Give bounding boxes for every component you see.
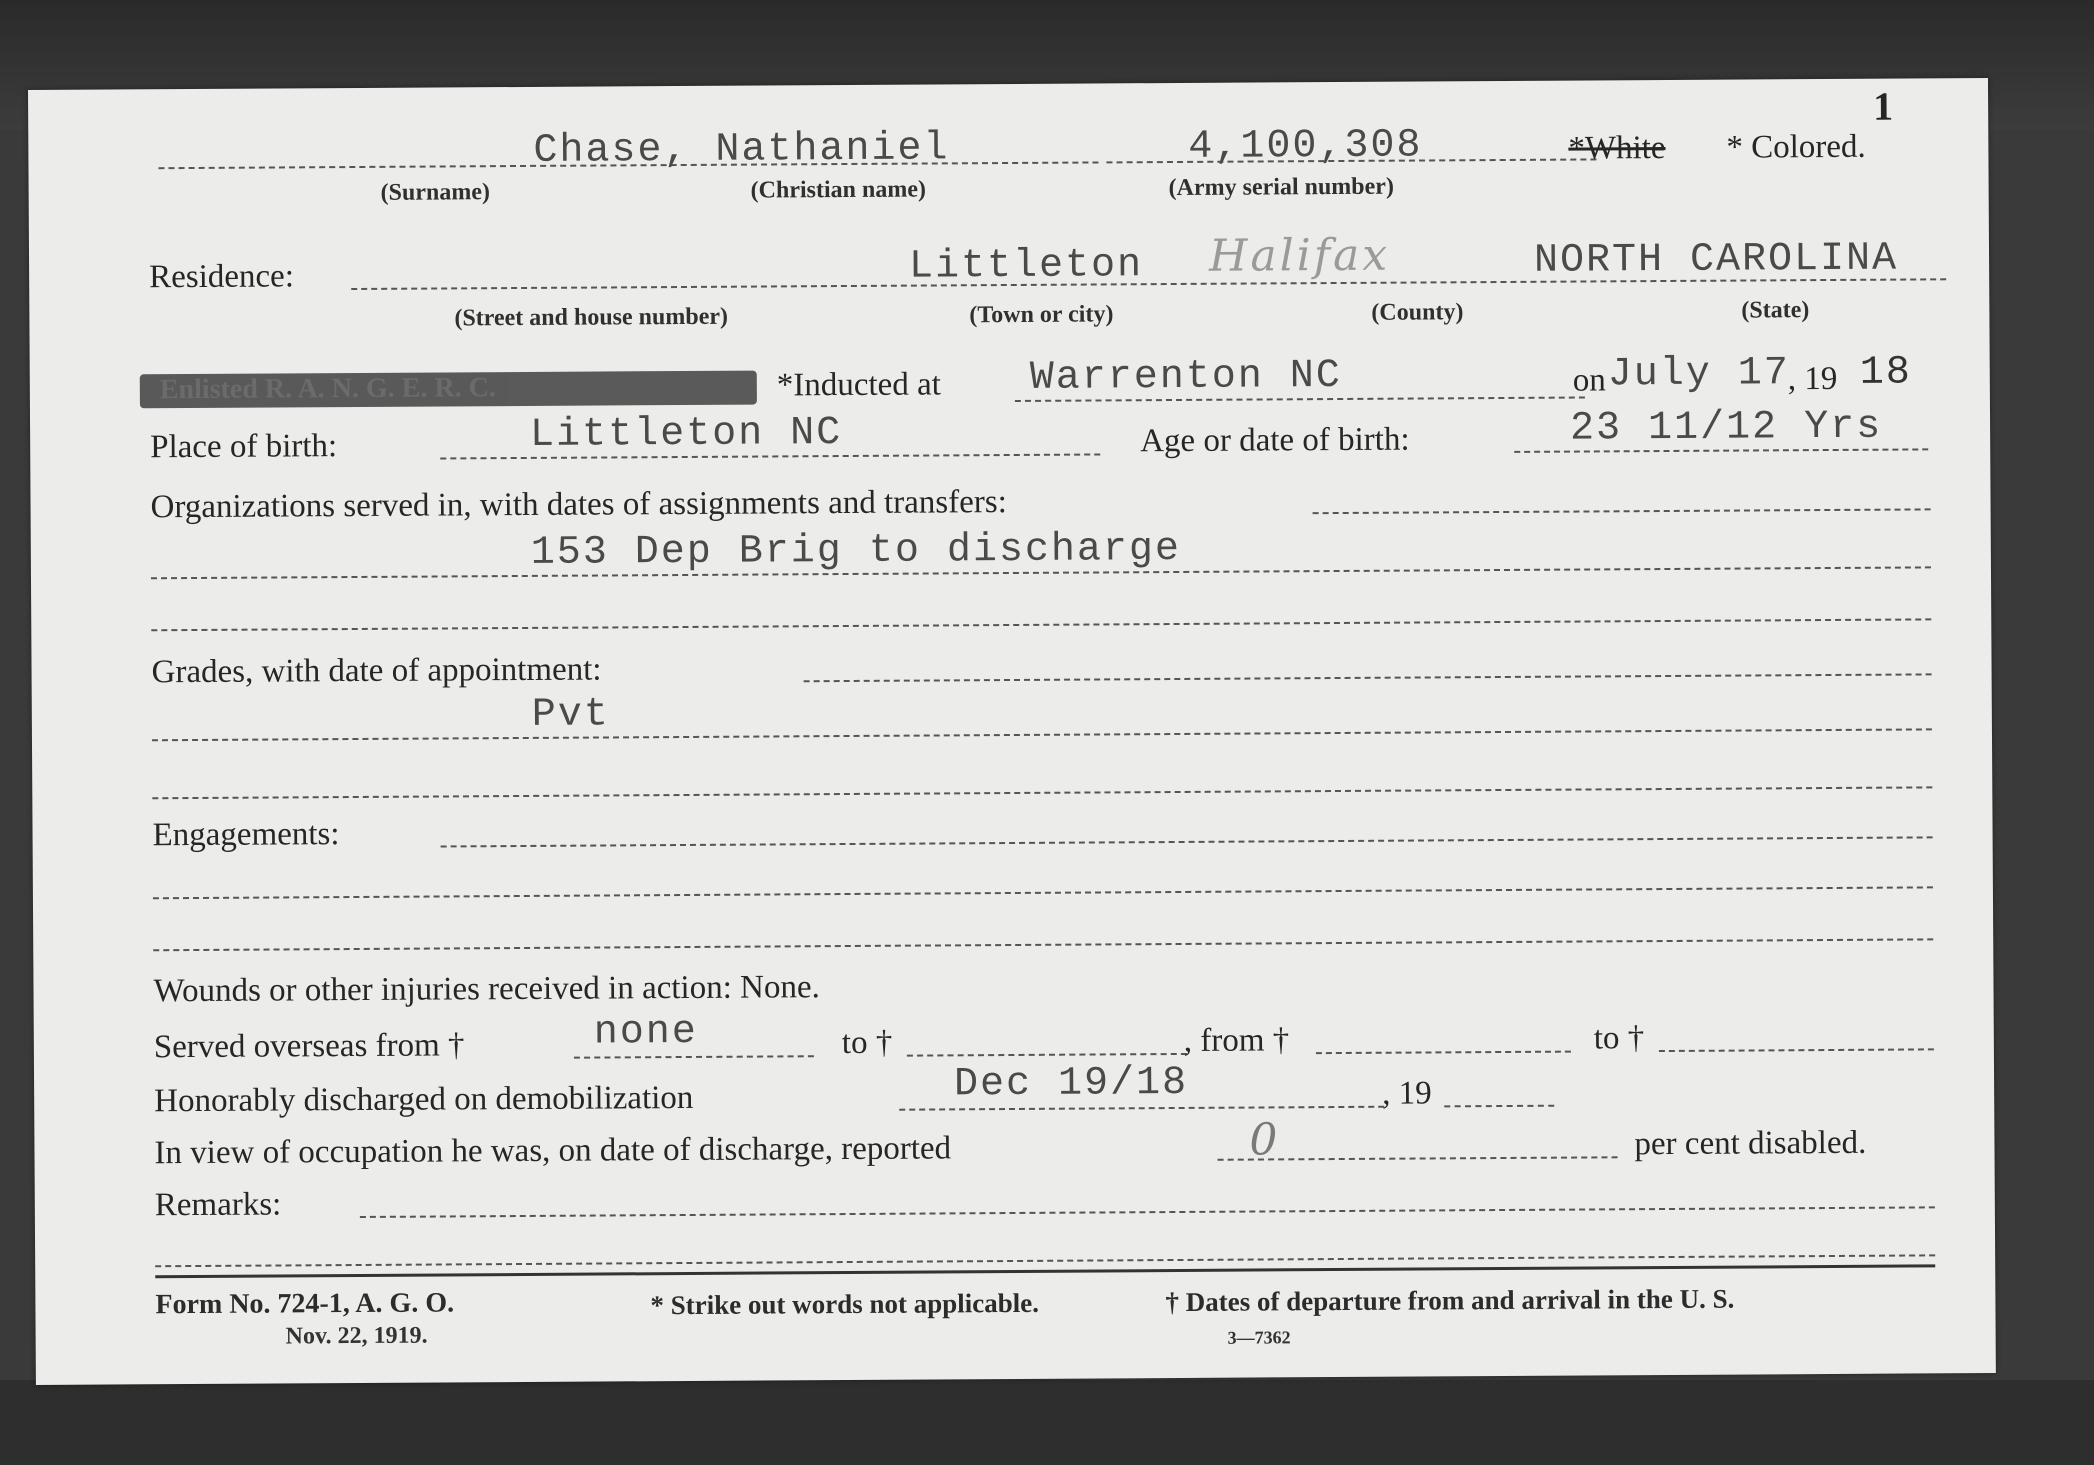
grades-line-1 bbox=[804, 673, 1932, 682]
page-number: 1 bbox=[1872, 83, 1894, 129]
state-value: NORTH CAROLINA bbox=[1533, 236, 1899, 284]
footer-rule bbox=[155, 1264, 1935, 1278]
age-label: Age or date of birth: bbox=[1140, 421, 1410, 460]
race-colored: * Colored. bbox=[1726, 128, 1866, 166]
serial-caption: (Army serial number) bbox=[1168, 173, 1394, 202]
inducted-label: *Inducted at bbox=[776, 366, 941, 404]
overseas-from-label-2: , from † bbox=[1183, 1022, 1290, 1059]
form-number: Form No. 724-1, A. G. O. bbox=[155, 1287, 455, 1321]
discharge-year-prefix: , 19 bbox=[1382, 1075, 1432, 1112]
overseas-label: Served overseas from † bbox=[153, 1027, 465, 1066]
place-of-birth-value: Littleton NC bbox=[529, 411, 843, 458]
engagements-line-2 bbox=[153, 886, 1933, 899]
residence-label: Residence: bbox=[149, 258, 295, 296]
town-value: Littleton bbox=[908, 243, 1144, 290]
overseas-value: none bbox=[593, 1009, 698, 1056]
enlisted-redaction bbox=[140, 371, 757, 409]
name-value: Chase, Nathaniel bbox=[533, 126, 950, 174]
enlisted-redacted-text: Enlisted R. A. N. G. E. R. C. bbox=[159, 372, 496, 406]
town-caption: (Town or city) bbox=[969, 301, 1114, 329]
surname-caption: (Surname) bbox=[380, 179, 491, 206]
overseas-from-line bbox=[574, 1055, 814, 1058]
disability-suffix: per cent disabled. bbox=[1634, 1124, 1867, 1163]
engagements-label: Engagements: bbox=[152, 816, 340, 854]
strike-out-note: * Strike out words not applicable. bbox=[650, 1287, 1040, 1321]
serial-value: 4,100,308 bbox=[1188, 123, 1423, 170]
remarks-line-1 bbox=[360, 1206, 1935, 1218]
remarks-label: Remarks: bbox=[154, 1186, 282, 1224]
grades-line-2 bbox=[152, 728, 1932, 741]
state-caption: (State) bbox=[1741, 297, 1810, 324]
inducted-year-prefix: , 19 bbox=[1787, 360, 1838, 398]
disability-value: 0 bbox=[1249, 1114, 1281, 1166]
christian-name-caption: (Christian name) bbox=[750, 176, 927, 204]
engagements-line-1 bbox=[441, 836, 1933, 847]
overseas-to-label-2: to † bbox=[1593, 1020, 1645, 1057]
organizations-label: Organizations served in, with dates of assignments and transfers: bbox=[150, 484, 1007, 526]
dates-note: † Dates of departure from and arrival in the U. S. bbox=[1165, 1283, 1735, 1318]
inducted-year-value: 18 bbox=[1859, 350, 1912, 396]
county-value: Halifax bbox=[1208, 229, 1391, 282]
age-value: 23 11/12 Yrs bbox=[1569, 404, 1883, 452]
print-code: 3—7362 bbox=[1227, 1327, 1291, 1348]
disability-label: In view of occupation he was, on date of discharge, reported bbox=[154, 1130, 952, 1172]
wounds-text: Wounds or other injuries received in action: None. bbox=[153, 969, 820, 1010]
discharge-date-value: Dec 19/18 bbox=[953, 1060, 1189, 1108]
service-record-card bbox=[28, 78, 1996, 1385]
organizations-value: 153 Dep Brig to discharge bbox=[530, 526, 1182, 576]
overseas-to-line-2 bbox=[1659, 1048, 1934, 1052]
overseas-to-label-1: to † bbox=[841, 1024, 893, 1062]
overseas-to-line-1 bbox=[907, 1053, 1187, 1057]
county-caption: (County) bbox=[1371, 299, 1464, 326]
background-bottom bbox=[0, 1380, 2094, 1465]
overseas-from-line-2 bbox=[1316, 1051, 1571, 1055]
discharge-year-line bbox=[1444, 1105, 1554, 1108]
inducted-place-value: Warrenton NC bbox=[1029, 353, 1342, 401]
organizations-line-3 bbox=[151, 618, 1931, 631]
street-caption: (Street and house number) bbox=[454, 303, 729, 332]
race-white-struck: *White bbox=[1568, 129, 1666, 167]
on-label: on bbox=[1572, 362, 1606, 399]
form-date: Nov. 22, 1919. bbox=[285, 1322, 428, 1350]
place-of-birth-label: Place of birth: bbox=[150, 428, 338, 466]
grades-label: Grades, with date of appointment: bbox=[151, 651, 602, 691]
grades-value: Pvt bbox=[531, 692, 610, 738]
organizations-line-1 bbox=[1313, 508, 1931, 514]
discharge-label: Honorably discharged on demobilization bbox=[154, 1079, 694, 1120]
grades-line-3 bbox=[152, 786, 1932, 799]
inducted-date-value: July 17 bbox=[1607, 351, 1790, 398]
engagements-line-3 bbox=[153, 938, 1933, 951]
